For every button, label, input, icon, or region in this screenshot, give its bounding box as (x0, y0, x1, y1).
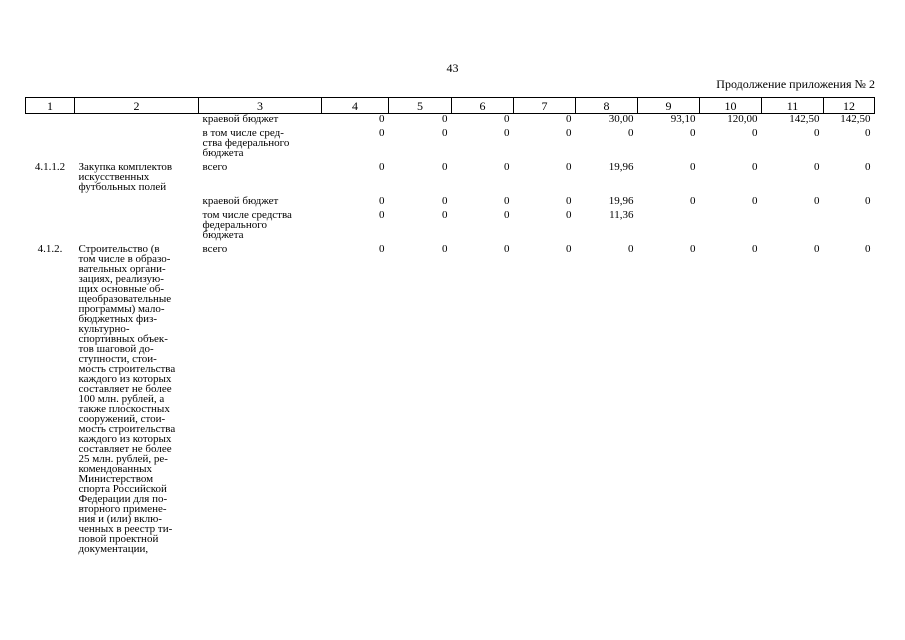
row-value: 0 (690, 243, 696, 255)
row-value: 0 (504, 127, 510, 139)
table-row (26, 158, 875, 192)
col-header: 7 (514, 98, 576, 114)
row-value: 0 (379, 161, 385, 173)
row-funding-source: краевой бюджет (202, 195, 279, 207)
table-row (26, 114, 875, 125)
col-header: 6 (452, 98, 514, 114)
row-value: 93,10 (670, 113, 696, 125)
row-value: 0 (379, 195, 385, 207)
row-value: 0 (504, 113, 510, 125)
table-row (26, 124, 875, 158)
row-code (26, 114, 75, 125)
row-value: 0 (442, 195, 448, 207)
continuation-label: Продолжение приложения № 2 (716, 77, 875, 91)
row-value: 0 (865, 243, 871, 255)
row-value: 11,36 (609, 209, 634, 221)
row-name (75, 206, 199, 240)
row-funding-source: всего (202, 243, 228, 255)
row-value: 0 (504, 243, 510, 255)
row-value: 0 (442, 243, 448, 255)
row-name: Строительство (в том числе в образо- вательных органи- зациях, реализую- щих основные об- щеобразовательные программы) мало- бюджетных физ- культурно- спортивных объек- тов шаговой до- ступности, стои- мость строительства каждого из которых составляет не более 100 млн. рублей, а также плоскостных сооружений, стои- мость строительства каждого из которых составляет не более 25 млн. рублей, ре- комендованных Министерством спорта Российской Федерации для по- вторного примене- ния и (или) вклю- ченных в реестр ти- повой проектной документации, (78, 243, 176, 555)
col-header: 3 (199, 98, 322, 114)
col-header: 11 (762, 98, 824, 114)
row-value: 19,96 (608, 161, 634, 173)
col-header: 10 (700, 98, 762, 114)
row-name (75, 114, 199, 125)
row-value: 142,50 (789, 113, 820, 125)
row-value: 0 (752, 127, 758, 139)
col-header: 12 (824, 98, 875, 114)
row-value (700, 206, 762, 240)
row-code (26, 206, 75, 240)
row-value: 0 (379, 243, 385, 255)
row-value: 0 (566, 243, 572, 255)
page-number: 43 (446, 61, 459, 75)
row-value (638, 206, 700, 240)
col-header: 9 (638, 98, 700, 114)
row-value: 0 (752, 195, 758, 207)
row-value: 0 (566, 209, 572, 221)
col-header: 5 (389, 98, 452, 114)
row-value: 0 (504, 195, 510, 207)
row-funding-source: краевой бюджет (202, 113, 279, 125)
row-value: 0 (442, 113, 448, 125)
row-value: 0 (814, 127, 820, 139)
row-value: 142,50 (840, 113, 871, 125)
row-value: 0 (865, 161, 871, 173)
row-value: 0 (752, 161, 758, 173)
row-value: 0 (566, 127, 572, 139)
table-row (26, 192, 875, 206)
row-value: 0 (504, 161, 510, 173)
row-funding-source: том числе средства федерального бюджета (202, 209, 292, 241)
row-value: 0 (628, 243, 634, 255)
row-value: 0 (566, 195, 572, 207)
row-code (26, 124, 75, 158)
row-value: 0 (690, 195, 696, 207)
row-value: 19,96 (608, 195, 634, 207)
row-value: 0 (814, 195, 820, 207)
budget-table (25, 97, 875, 554)
row-value: 0 (814, 243, 820, 255)
row-funding-source: в том числе сред- ства федерального бюджета (202, 127, 290, 159)
row-value (762, 206, 824, 240)
row-funding-source: всего (202, 161, 228, 173)
col-header: 4 (322, 98, 389, 114)
row-name (75, 124, 199, 158)
row-value: 0 (442, 161, 448, 173)
row-name: Закупка комплектов искусственных футбольных полей (78, 161, 173, 193)
row-value: 0 (504, 209, 510, 221)
row-code (26, 192, 75, 206)
row-value: 0 (379, 127, 385, 139)
row-value: 0 (379, 209, 385, 221)
row-value (824, 206, 875, 240)
header-row (26, 98, 875, 114)
row-value: 0 (865, 127, 871, 139)
row-value: 0 (752, 243, 758, 255)
row-value: 0 (690, 127, 696, 139)
row-value: 0 (442, 127, 448, 139)
col-header: 8 (576, 98, 638, 114)
row-value: 0 (814, 161, 820, 173)
row-code: 4.1.1.2 (34, 161, 66, 173)
row-value: 0 (379, 113, 385, 125)
col-header: 2 (75, 98, 199, 114)
row-value: 0 (442, 209, 448, 221)
row-value: 120,00 (727, 113, 758, 125)
row-code: 4.1.2. (37, 243, 63, 255)
row-value: 0 (690, 161, 696, 173)
table-row (26, 206, 875, 240)
table-row (26, 240, 875, 554)
col-header: 1 (26, 98, 75, 114)
row-value: 0 (566, 113, 572, 125)
row-name (75, 192, 199, 206)
row-value: 0 (865, 195, 871, 207)
row-value: 30,00 (608, 113, 634, 125)
row-value: 0 (566, 161, 572, 173)
table-body (26, 114, 875, 555)
row-value: 0 (628, 127, 634, 139)
